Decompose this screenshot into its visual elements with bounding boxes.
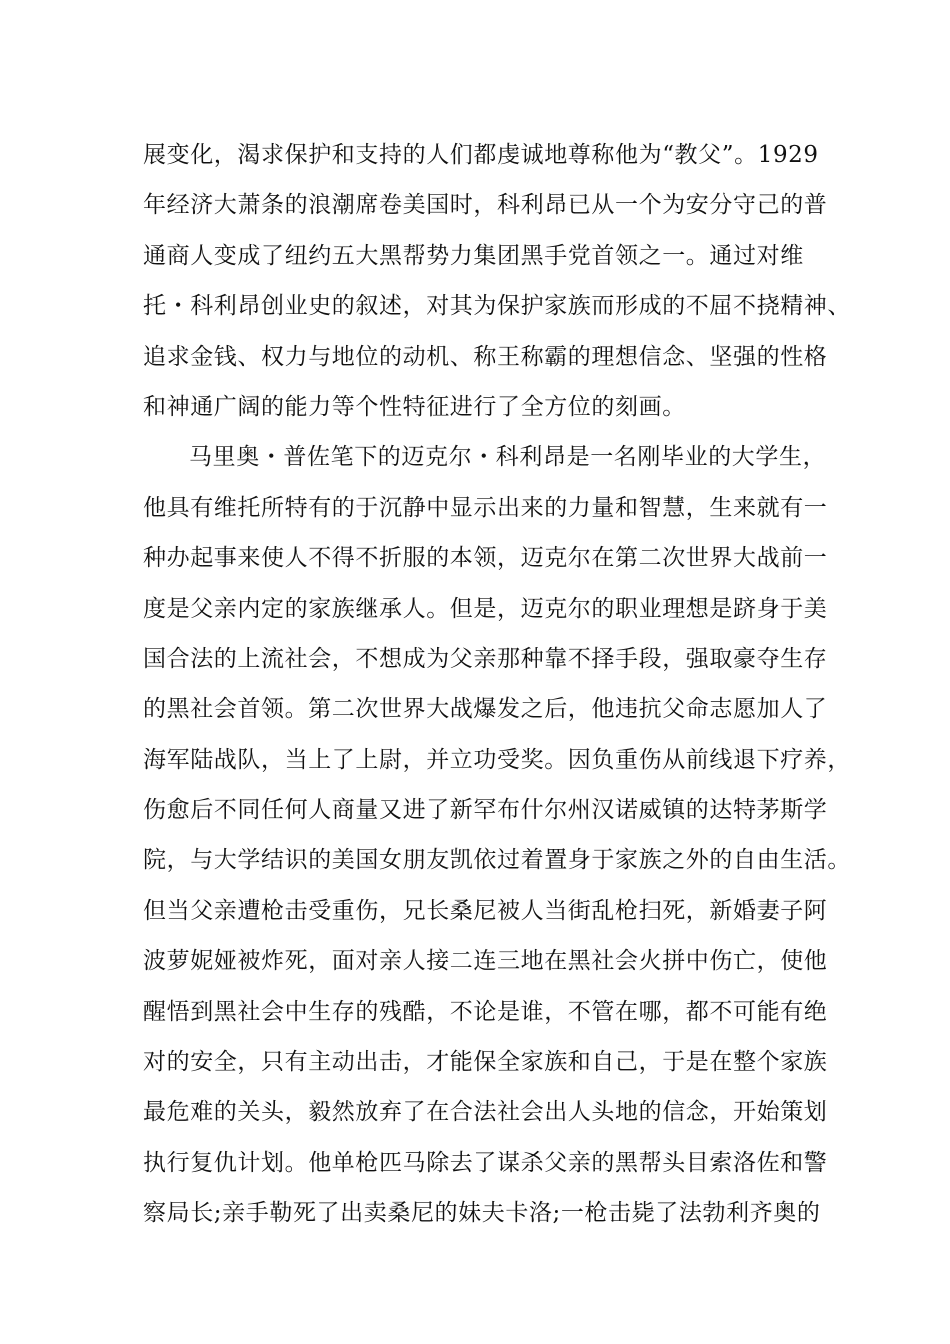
body-text — [143, 130, 851, 1239]
text-line: 海军陆战队，当上了上尉，并立功受奖。因负重伤从前线退下疗养， — [143, 746, 851, 773]
text-line: 伤愈后不同任何人商量又进了新罕布什尔州汉诺威镇的达特茅斯学 — [143, 797, 828, 824]
text-line: 种办起事来使人不得不折服的本领，迈克尔在第二次世界大战前一 — [143, 545, 828, 572]
text-line: 察局长;亲手勒死了出卖桑尼的妹夫卡洛;一枪击毙了法勃利齐奥的 — [143, 1200, 821, 1227]
text-line-indented: 马里奥・普佐笔下的迈克尔・科利昂是一名刚毕业的大学生， — [189, 444, 827, 471]
text-line: 国合法的上流社会，不想成为父亲那种靠不择手段，强取豪夺生存 — [143, 645, 828, 672]
text-line: 醒悟到黑社会中生存的残酷，不论是谁，不管在哪，都不可能有绝 — [143, 998, 828, 1025]
text-line: 他具有维托所特有的于沉静中显示出来的力量和智慧，生来就有一 — [143, 494, 828, 521]
text-line: 执行复仇计划。他单枪匹马除去了谋杀父亲的黑帮头目索洛佐和警 — [143, 1149, 828, 1176]
text-line: 但当父亲遭枪击受重伤，兄长桑尼被人当街乱枪扫死，新婚妻子阿 — [143, 897, 828, 924]
text-line: 托・科利昂创业史的叙述，对其为保护家族而形成的不屈不挠精神、 — [143, 293, 851, 320]
text-line: 波萝妮娅被炸死，面对亲人接二连三地在黑社会火拼中伤亡，使他 — [143, 948, 828, 975]
text-line: 展变化，渴求保护和支持的人们都虔诚地尊称他为“教父”。1929 — [143, 142, 819, 168]
text-line: 年经济大萧条的浪潮席卷美国时，科利昂已从一个为安分守己的普 — [143, 192, 828, 219]
text-line: 度是父亲内定的家族继承人。但是，迈克尔的职业理想是跻身于美 — [143, 595, 828, 622]
text-line: 对的安全，只有主动出击，才能保全家族和自己，于是在整个家族 — [143, 1049, 828, 1076]
paragraph-2 — [143, 432, 851, 1238]
text-line: 的黑社会首领。第二次世界大战爆发之后，他违抗父命志愿加人了 — [143, 696, 828, 723]
text-line: 院，与大学结识的美国女朋友凯依过着置身于家族之外的自由生活。 — [143, 847, 851, 874]
text-line: 通商人变成了纽约五大黑帮势力集团黑手党首领之一。通过对维 — [143, 242, 804, 269]
text-line: 追求金钱、权力与地位的动机、称王称霸的理想信念、坚强的性格 — [143, 343, 828, 370]
paragraph-1 — [143, 130, 851, 432]
text-line: 和神通广阔的能力等个性特征进行了全方位的刻画。 — [143, 393, 686, 420]
text-line: 最危难的关头，毅然放弃了在合法社会出人头地的信念，开始策划 — [143, 1099, 828, 1126]
